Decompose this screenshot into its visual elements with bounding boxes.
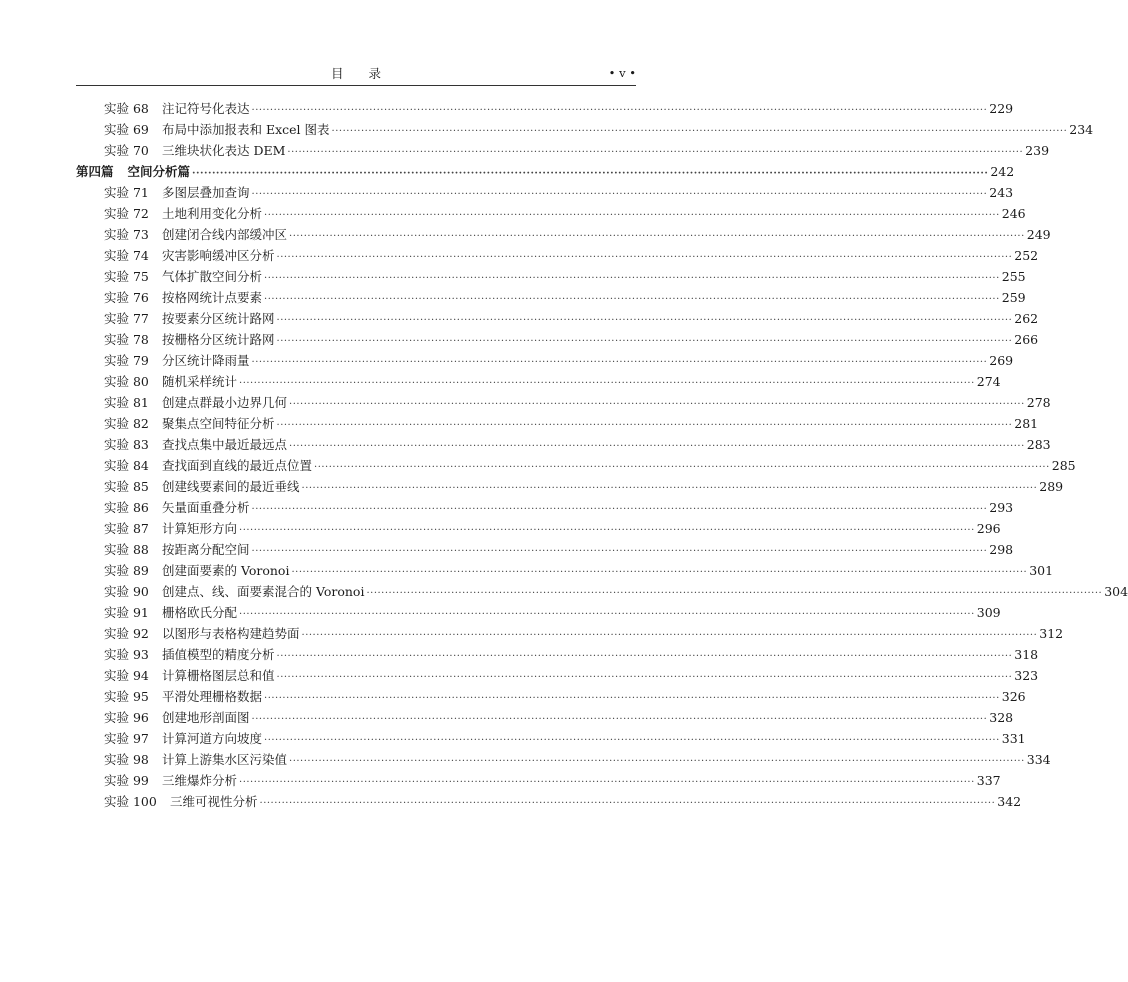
toc-entry[interactable] bbox=[76, 749, 1051, 770]
toc-entry-title: 土地利用变化分析 bbox=[162, 206, 263, 221]
toc-entry-number: 实验 80 bbox=[104, 374, 149, 389]
toc-entry-page: 309 bbox=[976, 605, 1001, 620]
toc-entry[interactable] bbox=[76, 560, 1054, 581]
toc-dot-leader: ········································································································································································································ bbox=[301, 483, 1038, 494]
toc-entry-title: 布局中添加报表和 Excel 图表 bbox=[162, 122, 330, 137]
toc-dot-leader: ········································································································································································································ bbox=[289, 231, 1025, 242]
toc-entry-title: 平滑处理栅格数据 bbox=[162, 689, 263, 704]
toc-entry-number: 实验 75 bbox=[104, 269, 149, 284]
toc-entry-page: 326 bbox=[1001, 689, 1026, 704]
toc-dot-leader: ········································································································································································································ bbox=[366, 588, 1103, 599]
toc-dot-leader: ········································································································································································································ bbox=[289, 756, 1025, 767]
toc-entry-number: 实验 91 bbox=[104, 605, 149, 620]
toc-entry[interactable] bbox=[76, 266, 1026, 287]
toc-entry-title: 灾害影响缓冲区分析 bbox=[162, 248, 275, 263]
toc-entry-number: 实验 97 bbox=[104, 731, 149, 746]
toc-entry-number: 实验 71 bbox=[104, 185, 149, 200]
toc-entry-number: 实验 68 bbox=[104, 101, 149, 116]
toc-entry[interactable] bbox=[76, 350, 1014, 371]
toc-entry-title: 创建点群最小边界几何 bbox=[162, 395, 288, 410]
toc-entry-number: 实验 88 bbox=[104, 542, 149, 557]
toc-entry-title: 计算上游集水区污染值 bbox=[162, 752, 288, 767]
toc-entry-number: 实验 94 bbox=[104, 668, 149, 683]
toc-entry[interactable] bbox=[76, 371, 1001, 392]
toc-entry-number: 实验 92 bbox=[104, 626, 149, 641]
toc-dot-leader: ········································································································································································································ bbox=[301, 630, 1038, 641]
toc-entry-number: 实验 85 bbox=[104, 479, 149, 494]
toc-part-entry[interactable] bbox=[76, 161, 1015, 182]
toc-dot-leader: ········································································································································································································ bbox=[251, 189, 988, 200]
toc-entry-title: 按格网统计点要素 bbox=[162, 290, 263, 305]
toc-entry-number: 实验 95 bbox=[104, 689, 149, 704]
toc-dot-leader: ········································································································································································································ bbox=[276, 672, 1013, 683]
toc-entry-page: 243 bbox=[989, 185, 1014, 200]
toc-dot-leader: ········································································································································································································ bbox=[192, 168, 989, 179]
toc-entry-number: 实验 73 bbox=[104, 227, 149, 242]
toc-dot-leader: ········································································································································································································ bbox=[239, 378, 975, 389]
toc-entry[interactable] bbox=[76, 665, 1039, 686]
toc-entry-number: 实验 100 bbox=[104, 794, 157, 809]
toc-entry-title: 创建闭合线内部缓冲区 bbox=[162, 227, 288, 242]
toc-entry-title: 随机采样统计 bbox=[162, 374, 238, 389]
toc-entry-number: 实验 79 bbox=[104, 353, 149, 368]
toc-dot-leader: ········································································································································································································ bbox=[251, 105, 988, 116]
toc-entry-page: 278 bbox=[1026, 395, 1051, 410]
toc-entry[interactable] bbox=[76, 119, 1094, 140]
toc-entry-number: 实验 89 bbox=[104, 563, 149, 578]
toc-dot-leader: ········································································································································································································ bbox=[276, 336, 1013, 347]
table-of-contents bbox=[76, 98, 1128, 812]
toc-entry-page: 337 bbox=[976, 773, 1001, 788]
toc-entry-title: 按栅格分区统计路网 bbox=[162, 332, 275, 347]
toc-entry[interactable] bbox=[76, 539, 1014, 560]
toc-entry-number: 实验 81 bbox=[104, 395, 149, 410]
toc-entry[interactable] bbox=[76, 413, 1039, 434]
toc-dot-leader: ········································································································································································································ bbox=[239, 525, 975, 536]
toc-dot-leader: ········································································································································································································ bbox=[251, 357, 988, 368]
toc-entry-title: 按距离分配空间 bbox=[162, 542, 250, 557]
toc-entry-page: 283 bbox=[1026, 437, 1051, 452]
toc-entry[interactable] bbox=[76, 791, 1022, 812]
toc-dot-leader: ········································································································································································································ bbox=[276, 252, 1013, 263]
toc-dot-leader: ········································································································································································································ bbox=[264, 693, 1000, 704]
toc-entry-title: 插值模型的精度分析 bbox=[162, 647, 275, 662]
toc-entry[interactable] bbox=[76, 203, 1026, 224]
toc-entry-number: 实验 84 bbox=[104, 458, 149, 473]
toc-entry[interactable] bbox=[76, 98, 1014, 119]
toc-dot-leader: ········································································································································································································ bbox=[264, 735, 1000, 746]
toc-entry-number: 实验 76 bbox=[104, 290, 149, 305]
toc-entry-page: 312 bbox=[1039, 626, 1064, 641]
toc-entry-title: 计算河道方向坡度 bbox=[162, 731, 263, 746]
toc-entry-title: 三维爆炸分析 bbox=[162, 773, 238, 788]
toc-dot-leader: ········································································································································································································ bbox=[251, 504, 988, 515]
toc-entry-title: 查找面到直线的最近点位置 bbox=[162, 458, 313, 473]
toc-entry-title: 聚集点空间特征分析 bbox=[162, 416, 275, 431]
toc-entry-page: 289 bbox=[1039, 479, 1064, 494]
toc-entry[interactable] bbox=[76, 140, 1050, 161]
toc-dot-leader: ········································································································································································································ bbox=[291, 567, 1028, 578]
header-title: 目 录 bbox=[330, 66, 381, 81]
toc-entry-page: 323 bbox=[1014, 668, 1039, 683]
toc-entry-page: 281 bbox=[1014, 416, 1039, 431]
toc-entry[interactable] bbox=[76, 182, 1014, 203]
toc-entry-page: 266 bbox=[1014, 332, 1039, 347]
toc-dot-leader: ········································································································································································································ bbox=[239, 777, 975, 788]
toc-entry[interactable] bbox=[76, 623, 1064, 644]
toc-entry-page: 334 bbox=[1026, 752, 1051, 767]
toc-dot-leader: ········································································································································································································ bbox=[287, 147, 1024, 158]
toc-entry-title: 创建地形剖面图 bbox=[162, 710, 250, 725]
toc-entry-page: 249 bbox=[1026, 227, 1051, 242]
toc-entry-page: 234 bbox=[1069, 122, 1094, 137]
toc-entry-number: 实验 93 bbox=[104, 647, 149, 662]
toc-entry-page: 328 bbox=[989, 710, 1014, 725]
toc-entry-page: 274 bbox=[976, 374, 1001, 389]
toc-entry-page: 318 bbox=[1014, 647, 1039, 662]
toc-entry-page: 285 bbox=[1051, 458, 1076, 473]
toc-entry-title: 注记符号化表达 bbox=[162, 101, 250, 116]
toc-entry-number: 实验 82 bbox=[104, 416, 149, 431]
toc-entry[interactable] bbox=[76, 770, 1001, 791]
toc-entry-page: 239 bbox=[1025, 143, 1050, 158]
toc-entry-title: 以图形与表格构建趋势面 bbox=[162, 626, 300, 641]
toc-entry-title: 按要素分区统计路网 bbox=[162, 311, 275, 326]
toc-entry[interactable] bbox=[76, 728, 1026, 749]
toc-dot-leader: ········································································································································································································ bbox=[264, 294, 1000, 305]
toc-entry[interactable] bbox=[76, 602, 1001, 623]
toc-entry-number: 实验 74 bbox=[104, 248, 149, 263]
toc-dot-leader: ········································································································································································································ bbox=[251, 714, 988, 725]
toc-dot-leader: ········································································································································································································ bbox=[314, 462, 1050, 473]
toc-entry[interactable] bbox=[76, 329, 1039, 350]
toc-entry[interactable] bbox=[76, 581, 1128, 602]
toc-dot-leader: ········································································································································································································ bbox=[264, 210, 1000, 221]
toc-entry-page: 242 bbox=[990, 164, 1015, 179]
toc-entry[interactable] bbox=[76, 392, 1051, 413]
toc-entry-page: 255 bbox=[1001, 269, 1026, 284]
toc-entry[interactable] bbox=[76, 455, 1076, 476]
toc-entry[interactable] bbox=[76, 308, 1039, 329]
toc-entry-number: 实验 96 bbox=[104, 710, 149, 725]
toc-dot-leader: ········································································································································································································ bbox=[251, 546, 988, 557]
toc-dot-leader: ········································································································································································································ bbox=[276, 315, 1013, 326]
toc-entry[interactable] bbox=[76, 224, 1051, 245]
toc-entry-page: 229 bbox=[989, 101, 1014, 116]
toc-entry-page: 252 bbox=[1014, 248, 1039, 263]
toc-entry-number: 实验 99 bbox=[104, 773, 149, 788]
toc-entry-title: 三维可视性分析 bbox=[170, 794, 258, 809]
toc-entry-page: 342 bbox=[997, 794, 1022, 809]
toc-entry-page: 304 bbox=[1104, 584, 1128, 599]
toc-entry-number: 实验 69 bbox=[104, 122, 149, 137]
toc-dot-leader: ········································································································································································································ bbox=[331, 126, 1068, 137]
toc-entry-page: 246 bbox=[1001, 206, 1026, 221]
toc-entry-page: 301 bbox=[1029, 563, 1054, 578]
toc-entry-number: 第四篇 bbox=[76, 164, 114, 179]
toc-entry-number: 实验 77 bbox=[104, 311, 149, 326]
header-page-number: • v • bbox=[608, 66, 636, 80]
header-rule bbox=[76, 85, 636, 86]
toc-dot-leader: ········································································································································································································ bbox=[276, 651, 1013, 662]
toc-entry-title: 计算矩形方向 bbox=[162, 521, 238, 536]
toc-dot-leader: ········································································································································································································ bbox=[264, 273, 1000, 284]
toc-entry[interactable] bbox=[76, 434, 1051, 455]
toc-dot-leader: ········································································································································································································ bbox=[289, 441, 1025, 452]
toc-entry[interactable] bbox=[76, 518, 1001, 539]
toc-entry[interactable] bbox=[76, 707, 1014, 728]
toc-entry[interactable] bbox=[76, 287, 1026, 308]
page-header bbox=[76, 64, 636, 84]
toc-dot-leader: ········································································································································································································ bbox=[276, 420, 1013, 431]
toc-entry-title: 空间分析篇 bbox=[127, 164, 191, 179]
toc-entry-title: 查找点集中最近最远点 bbox=[162, 437, 288, 452]
toc-entry[interactable] bbox=[76, 686, 1026, 707]
toc-entry-title: 创建面要素的 Voronoi bbox=[162, 563, 290, 578]
toc-entry-page: 269 bbox=[989, 353, 1014, 368]
toc-entry-title: 分区统计降雨量 bbox=[162, 353, 250, 368]
toc-entry-number: 实验 87 bbox=[104, 521, 149, 536]
toc-entry-number: 实验 72 bbox=[104, 206, 149, 221]
toc-entry-number: 实验 90 bbox=[104, 584, 149, 599]
toc-entry-page: 298 bbox=[989, 542, 1014, 557]
toc-entry-title: 气体扩散空间分析 bbox=[162, 269, 263, 284]
toc-entry[interactable] bbox=[76, 497, 1014, 518]
toc-entry-title: 计算栅格图层总和值 bbox=[162, 668, 275, 683]
toc-entry-title: 创建线要素间的最近垂线 bbox=[162, 479, 300, 494]
toc-entry-title: 矢量面重叠分析 bbox=[162, 500, 250, 515]
toc-entry-page: 293 bbox=[989, 500, 1014, 515]
toc-entry-page: 262 bbox=[1014, 311, 1039, 326]
toc-dot-leader: ········································································································································································································ bbox=[259, 798, 996, 809]
toc-entry[interactable] bbox=[76, 644, 1039, 665]
toc-entry-number: 实验 98 bbox=[104, 752, 149, 767]
toc-dot-leader: ········································································································································································································ bbox=[289, 399, 1025, 410]
toc-entry-title: 栅格欧氏分配 bbox=[162, 605, 238, 620]
toc-entry-number: 实验 78 bbox=[104, 332, 149, 347]
toc-entry-number: 实验 83 bbox=[104, 437, 149, 452]
toc-entry-page: 296 bbox=[976, 521, 1001, 536]
toc-entry-number: 实验 70 bbox=[104, 143, 149, 158]
toc-entry-title: 创建点、线、面要素混合的 Voronoi bbox=[162, 584, 365, 599]
toc-entry-title: 多图层叠加查询 bbox=[162, 185, 250, 200]
toc-entry-page: 331 bbox=[1001, 731, 1026, 746]
toc-entry-number: 实验 86 bbox=[104, 500, 149, 515]
toc-entry-page: 259 bbox=[1001, 290, 1026, 305]
toc-entry[interactable] bbox=[76, 245, 1039, 266]
toc-dot-leader: ········································································································································································································ bbox=[239, 609, 975, 620]
toc-entry-title: 三维块状化表达 DEM bbox=[162, 143, 286, 158]
toc-entry[interactable] bbox=[76, 476, 1064, 497]
